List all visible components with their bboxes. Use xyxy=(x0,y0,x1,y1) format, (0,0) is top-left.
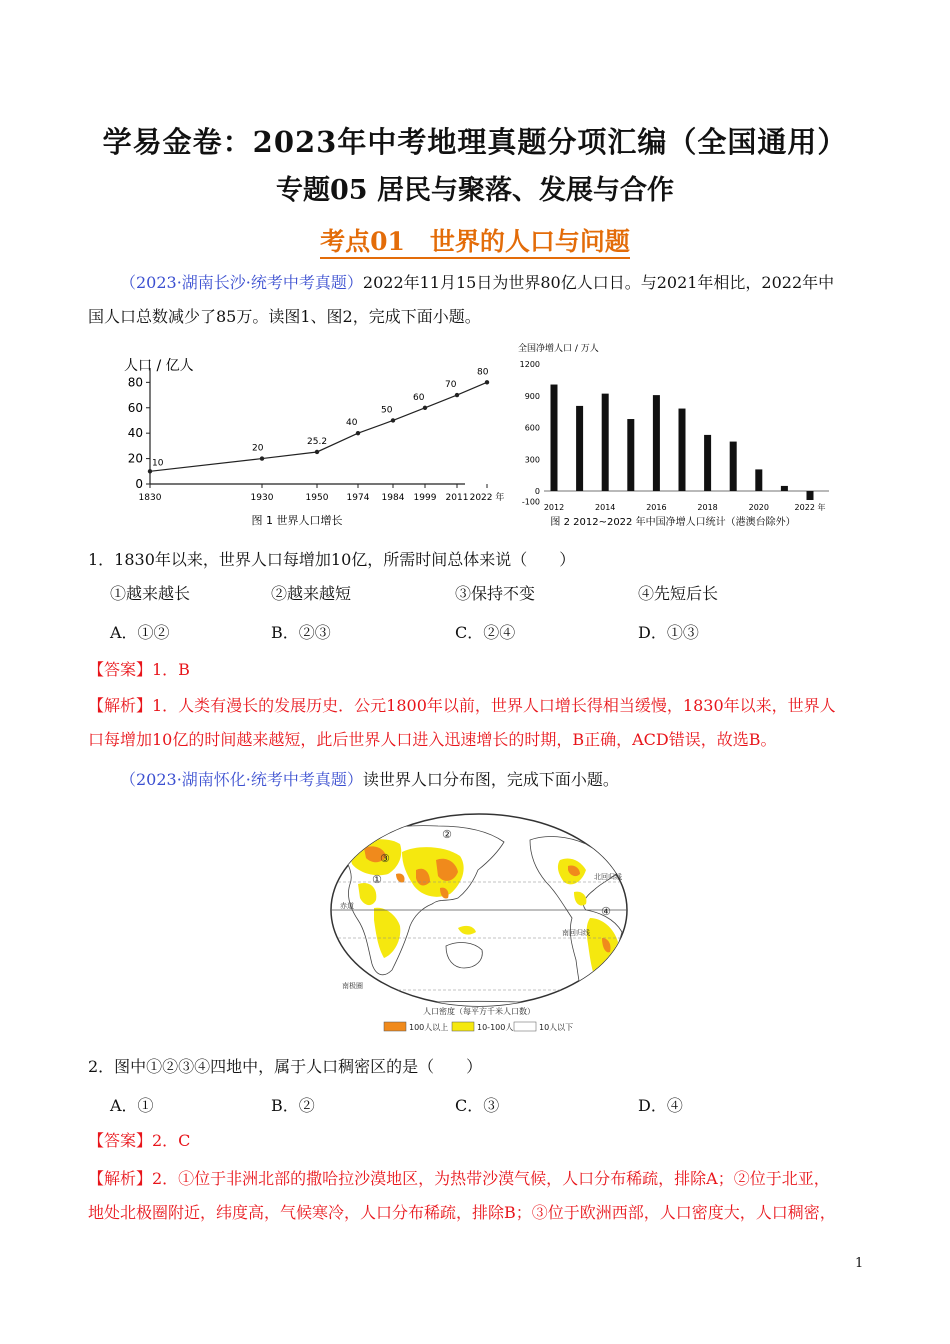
section-title-text: 考点01 世界的人口与问题 xyxy=(320,227,630,259)
fig1-xtick-label: 1830 xyxy=(138,493,162,503)
question-2-stem: 2．图中①②③④四地中，属于人口稠密区的是（ ） xyxy=(88,1057,483,1076)
q2-answer: 【答案】2．C xyxy=(88,1131,191,1150)
q1-option-a: A．①② xyxy=(110,623,170,642)
figure-1-line-chart xyxy=(112,346,505,532)
marker-2: ② xyxy=(442,828,452,841)
fig1-point-label: 80 xyxy=(477,367,489,378)
fig2-ytick-label: -100 xyxy=(521,497,540,507)
fig2-bar-2013 xyxy=(576,406,583,491)
fig2-bar-2022 xyxy=(807,491,814,500)
legend-label-low: 10人以下 xyxy=(539,1023,574,1032)
fig1-xtick-label: 1930 xyxy=(250,493,274,503)
fig1-point xyxy=(485,380,489,384)
intro-2-text: 读世界人口分布图，完成下面小题。 xyxy=(362,770,619,789)
fig2-bar-2021 xyxy=(781,486,788,491)
fig2-xtick-label: 2016 xyxy=(646,503,667,512)
label-tropic-of-capricorn: 南回归线 xyxy=(562,929,590,937)
fig2-bar-2015 xyxy=(627,419,634,491)
question-source-1: （2023·湖南长沙·统考中考真题） xyxy=(120,273,363,292)
fig1-ytick-label: 80 xyxy=(127,375,143,390)
q2-option-a: A．① xyxy=(110,1096,154,1115)
q1-choice-2: ②越来越短 xyxy=(271,584,352,603)
question-intro-2 xyxy=(88,763,868,797)
q2-option-d: D．④ xyxy=(638,1096,683,1115)
q1-analysis xyxy=(88,689,868,757)
fig1-point xyxy=(455,393,459,397)
fig2-bar-2016 xyxy=(653,395,660,491)
fig2-bar-2018 xyxy=(704,435,711,491)
q1-option-d: D．①③ xyxy=(638,623,699,642)
q2-analysis xyxy=(88,1162,868,1230)
fig1-xtick-label: 2011 xyxy=(445,493,469,503)
fig2-ytick-label: 300 xyxy=(524,455,540,465)
fig2-ytick-label: 600 xyxy=(524,423,540,433)
intro-1-line1: 2022年11月15日为世界80亿人口日。与2021年相比，2022年中 xyxy=(362,273,835,292)
fig2-bar-2014 xyxy=(602,394,609,491)
fig1-series-line xyxy=(150,382,487,471)
question-1-stem: 1．1830年以来，世界人口每增加10亿，所需时间总体来说（ ） xyxy=(88,550,576,569)
fig2-xtick-label: 2020 xyxy=(748,503,769,512)
fig2-xtick-label: 2012 xyxy=(543,503,565,512)
fig1-xtick-label: 1950 xyxy=(305,493,329,503)
q1-choice-1: ①越来越长 xyxy=(110,584,191,603)
page-number: 1 xyxy=(855,1256,864,1271)
question-source-2: （2023·湖南怀化·统考中考真题） xyxy=(120,770,363,789)
q1-analysis-line1: 【解析】1．人类有漫长的发展历史．公元1800年以前，世界人口增长得相当缓慢，1830年以来，世界人 xyxy=(88,696,836,715)
fig1-point xyxy=(356,431,360,435)
q2-analysis-line1: 【解析】2．①位于非洲北部的撒哈拉沙漠地区，为热带沙漠气候，人口分布稀疏，排除A；②位于北亚， xyxy=(88,1169,830,1188)
fig2-ytick-label: 900 xyxy=(524,391,540,401)
label-antarctic-circle: 南极圈 xyxy=(342,982,363,990)
fig1-ytick-label: 60 xyxy=(127,400,143,415)
fig2-caption: 图 2 2012~2022 年中国净增人口统计（港澳台除外） xyxy=(550,517,796,528)
topic-title: 专题05 居民与聚落、发展与合作 xyxy=(276,175,674,206)
marker-1: ① xyxy=(372,873,382,886)
fig1-point xyxy=(391,418,395,422)
fig1-point-label: 50 xyxy=(381,405,393,416)
document-title: 学易金卷：2023年中考地理真题分项汇编（全国通用） xyxy=(102,125,848,159)
legend-label-mid: 10-100人 xyxy=(477,1023,514,1032)
fig1-point-label: 60 xyxy=(413,392,425,403)
fig1-xtick-label: 1974 xyxy=(346,493,370,503)
label-tropic-of-cancer: 北回归线 xyxy=(594,873,622,881)
q1-choice-4: ④先短后长 xyxy=(638,584,719,603)
intro-1-line2: 国人口总数减少了85万。读图1、图2，完成下面小题。 xyxy=(88,307,481,326)
fig1-xtick-label: 1999 xyxy=(413,493,437,503)
figure-2-bar-chart xyxy=(508,340,833,532)
label-equator: 赤道 xyxy=(340,902,354,910)
fig2-bar-2020 xyxy=(755,469,762,491)
legend-label-high: 100人以上 xyxy=(409,1023,449,1032)
fig1-point-label: 25.2 xyxy=(307,436,328,447)
fig2-ylabel: 全国净增人口 / 万人 xyxy=(518,344,599,354)
fig1-ylabel: 人口 / 亿人 xyxy=(124,358,194,374)
fig2-xtick-label: 2022 年 xyxy=(794,503,826,512)
fig2-ytick-label: 0 xyxy=(534,487,540,496)
question-intro-1 xyxy=(88,266,868,334)
fig1-point xyxy=(423,406,427,410)
fig1-point xyxy=(148,469,152,473)
fig1-ytick-label: 40 xyxy=(127,426,143,441)
fig1-point-label: 10 xyxy=(152,458,164,469)
marker-4: ④ xyxy=(601,905,611,918)
fig1-point-label: 20 xyxy=(252,443,264,454)
fig2-bar-2017 xyxy=(679,409,686,491)
fig2-xtick-label: 2018 xyxy=(697,503,718,512)
marker-3: ③ xyxy=(380,852,390,865)
legend-swatch-mid xyxy=(452,1022,474,1031)
legend-swatch-high xyxy=(384,1022,406,1031)
section-title xyxy=(0,222,950,258)
fig1-point-label: 70 xyxy=(445,380,457,391)
q1-choice-3: ③保持不变 xyxy=(455,584,536,603)
fig2-marks xyxy=(551,385,814,500)
fig1-marks xyxy=(148,367,489,473)
q1-option-b: B．②③ xyxy=(271,623,331,642)
fig1-point-label: 40 xyxy=(346,418,358,429)
fig1-point xyxy=(315,450,319,454)
fig1-ytick-label: 0 xyxy=(135,477,143,491)
q2-analysis-line2: 地处北极圈附近，纬度高，气候寒冷，人口分布稀疏，排除B；③位于欧洲西部，人口密度大，人口稠密， xyxy=(88,1203,836,1222)
fig2-bar-2012 xyxy=(551,385,558,491)
q2-option-b: B．② xyxy=(271,1096,315,1115)
legend-swatch-low xyxy=(514,1022,536,1031)
world-population-map xyxy=(318,808,640,1040)
q1-option-c: C．②④ xyxy=(455,623,516,642)
q1-analysis-line2: 口每增加10亿的时间越来越短，此后世界人口进入迅速增长的时期，B正确，ACD错误，故选B。 xyxy=(88,730,777,749)
fig1-point xyxy=(260,456,264,460)
legend-title: 人口密度（每平方千米人口数） xyxy=(423,1007,535,1016)
fig1-caption: 图 1 世界人口增长 xyxy=(251,514,343,527)
fig2-ytick-label: 1200 xyxy=(519,360,540,369)
fig2-bar-2019 xyxy=(730,442,737,491)
fig1-ytick-label: 20 xyxy=(127,451,143,466)
q2-option-c: C．③ xyxy=(455,1096,500,1115)
fig1-xtick-label: 2022 年 xyxy=(469,493,505,503)
q1-answer: 【答案】1．B xyxy=(88,660,190,679)
fig2-xtick-label: 2014 xyxy=(595,503,616,512)
fig1-xtick-label: 1984 xyxy=(381,493,405,503)
